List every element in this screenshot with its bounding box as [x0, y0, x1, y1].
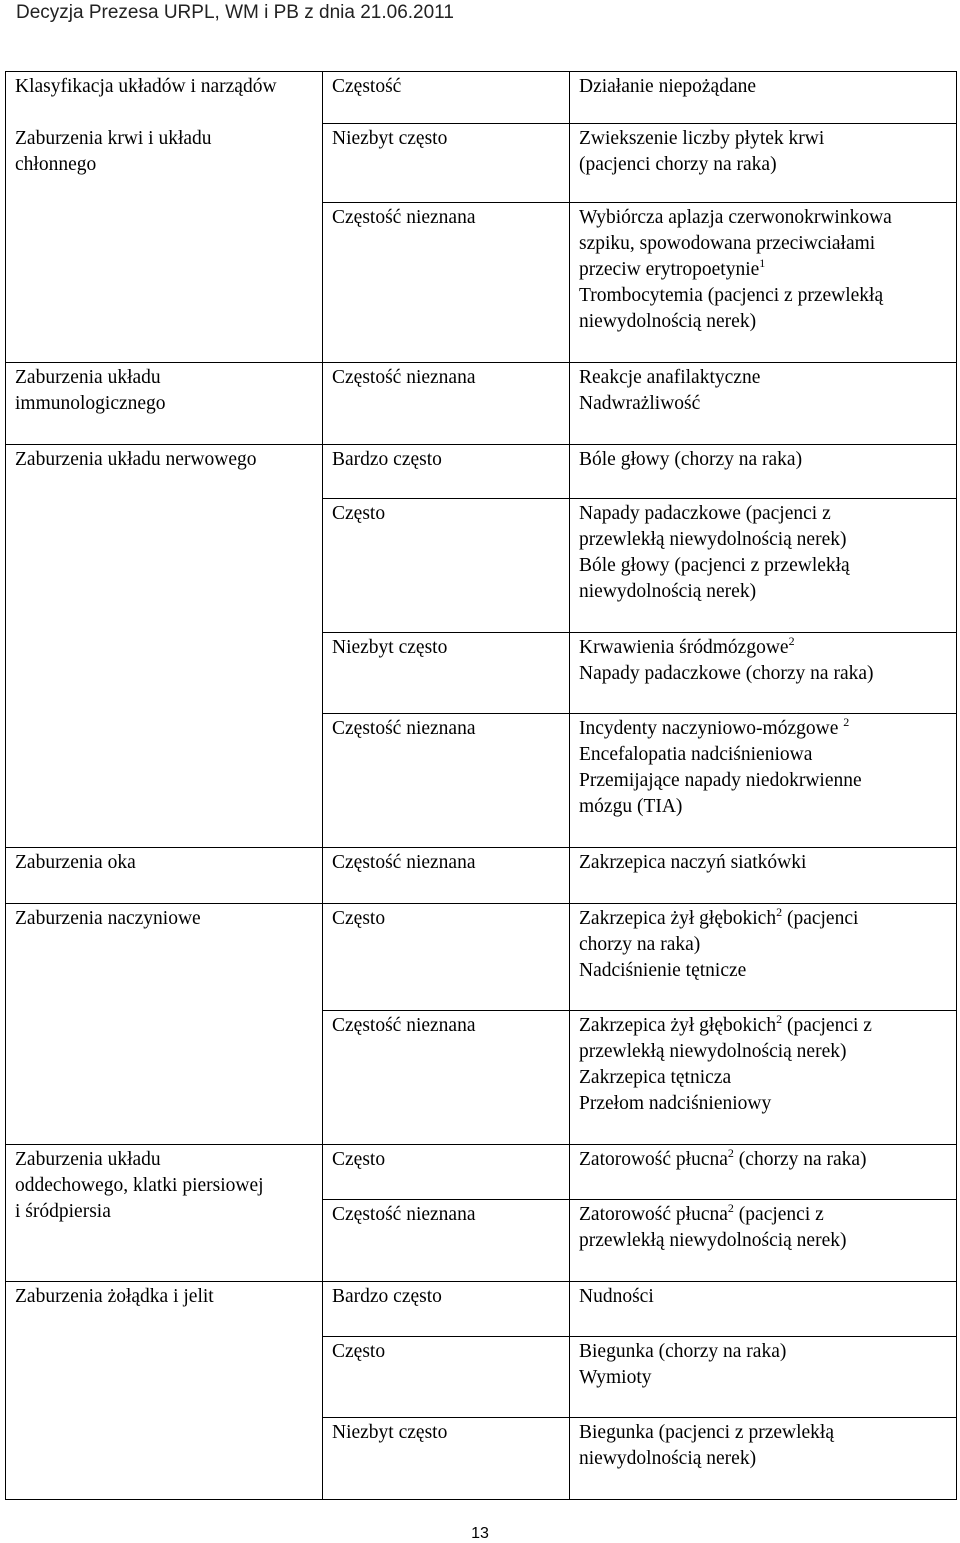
- reaction-cell: Wybiórcza aplazja czerwonokrwinkowa szpiku, spowodowana przeciwciałami przeciw erytropoetynie$^1$ Trombocytemia (pacjenci z przewlekłą niewydolnością nerek): [570, 203, 957, 363]
- footnote-mark: 2: [727, 1201, 734, 1215]
- freq-cell: Częstość nieznana: [323, 1011, 570, 1145]
- freq-cell: Częstość nieznana: [323, 714, 570, 848]
- freq-cell: Częstość nieznana: [323, 848, 570, 904]
- reaction-cell: Reakcje anafilaktyczne Nadwrażliwość: [570, 363, 957, 445]
- soc-blood: Zaburzenia krwi i układu chłonnego: [6, 124, 323, 363]
- freq-cell: Często: [323, 1337, 570, 1418]
- soc-eye: Zaburzenia oka: [6, 848, 323, 904]
- table-header-row: [6, 72, 957, 124]
- freq-cell: Niezbyt często: [323, 1418, 570, 1500]
- footnote-mark: 2: [727, 1146, 734, 1160]
- freq-cell: Bardzo często: [323, 445, 570, 499]
- soc-immune: Zaburzenia układu immunologicznego: [6, 363, 323, 445]
- table-row: [6, 1282, 957, 1337]
- header-frequency: Częstość: [323, 72, 570, 124]
- freq-cell: Często: [323, 499, 570, 633]
- reaction-cell: Zakrzepica żył głębokich$^2$ (pacjenci z przewlekłą niewydolnością nerek) Zakrzepica tętnicza Przełom nadciśnieniowy: [570, 1011, 957, 1145]
- reaction-cell: Zatorowość płucna$^2$ (pacjenci z przewlekłą niewydolnością nerek): [570, 1200, 957, 1282]
- reaction-cell: Zatorowość płucna$^2$ (chorzy na raka): [570, 1145, 957, 1200]
- soc-vascular: Zaburzenia naczyniowe: [6, 904, 323, 1145]
- table-row: [6, 848, 957, 904]
- freq-cell: Bardzo często: [323, 1282, 570, 1337]
- soc-respiratory: Zaburzenia układu oddechowego, klatki piersiowej i śródpiersia: [6, 1145, 323, 1282]
- freq-cell: Niezbyt często: [323, 633, 570, 714]
- table-row: [6, 904, 957, 1011]
- table-row: [6, 445, 957, 499]
- table-row: [6, 124, 957, 203]
- soc-nervous: Zaburzenia układu nerwowego: [6, 445, 323, 848]
- reaction-cell: Nudności: [570, 1282, 957, 1337]
- soc-gastrointestinal: Zaburzenia żołądka i jelit: [6, 1282, 323, 1500]
- freq-cell: Niezbyt często: [323, 124, 570, 203]
- page-number: 13: [471, 1525, 489, 1542]
- header-reaction: Działanie niepożądane: [570, 72, 957, 124]
- reaction-cell: Bóle głowy (chorzy na raka): [570, 445, 957, 499]
- reaction-cell: Incydenty naczyniowo-mózgowe $^2$ Encefalopatia nadciśnieniowa Przemijające napady niedokrwienne mózgu (TIA): [570, 714, 957, 848]
- table-row: [6, 363, 957, 445]
- footnote-mark: 2: [776, 1012, 783, 1026]
- freq-cell: Częstość nieznana: [323, 203, 570, 363]
- footnote-mark: 1: [759, 256, 766, 270]
- footnote-mark: 2: [776, 905, 783, 919]
- footnote-mark: 2: [843, 715, 850, 729]
- freq-cell: Często: [323, 904, 570, 1011]
- table-row: [6, 1145, 957, 1200]
- footnote-mark: 2: [788, 634, 795, 648]
- adverse-reactions-table: [5, 71, 957, 1500]
- freq-cell: Częstość nieznana: [323, 1200, 570, 1282]
- reaction-cell: Krwawienia śródmózgowe$^2$ Napady padaczkowe (chorzy na raka): [570, 633, 957, 714]
- document-header: Decyzja Prezesa URPL, WM i PB z dnia 21.06.2011: [16, 2, 454, 23]
- reaction-cell: Biegunka (chorzy na raka) Wymioty: [570, 1337, 957, 1418]
- freq-cell: Częstość nieznana: [323, 363, 570, 445]
- reaction-cell: Biegunka (pacjenci z przewlekłą niewydolnością nerek): [570, 1418, 957, 1500]
- reaction-cell: Zwiekszenie liczby płytek krwi (pacjenci chorzy na raka): [570, 124, 957, 203]
- reaction-cell: Zakrzepica naczyń siatkówki: [570, 848, 957, 904]
- header-soc: Klasyfikacja układów i narządów: [6, 72, 323, 124]
- reaction-cell: Napady padaczkowe (pacjenci z przewlekłą niewydolnością nerek) Bóle głowy (pacjenci z przewlekłą niewydolnością nerek): [570, 499, 957, 633]
- freq-cell: Często: [323, 1145, 570, 1200]
- reaction-cell: Zakrzepica żył głębokich$^2$ (pacjenci chorzy na raka) Nadciśnienie tętnicze: [570, 904, 957, 1011]
